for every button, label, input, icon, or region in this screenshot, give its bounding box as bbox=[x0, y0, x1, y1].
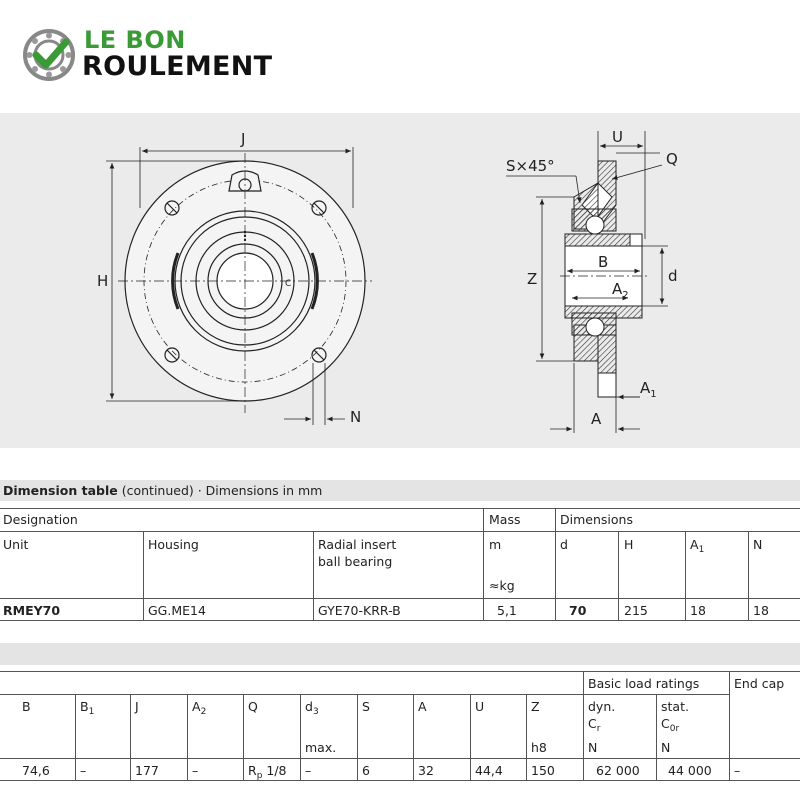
header-d3: $d_3$ bbox=[305, 699, 319, 717]
header-Z: Z bbox=[531, 699, 540, 714]
header-designation: Designation bbox=[3, 512, 78, 527]
side-section-view bbox=[560, 161, 650, 397]
header-d: d bbox=[560, 537, 568, 552]
header-dyn-N: N bbox=[588, 740, 598, 755]
header-B: B bbox=[22, 699, 31, 714]
cell-endcap: – bbox=[734, 763, 741, 778]
label-Z: Z bbox=[527, 270, 538, 288]
header-A2: $A_2$ bbox=[192, 699, 207, 717]
header-dyn: dyn. bbox=[588, 699, 616, 714]
bearing-check-icon bbox=[22, 28, 76, 82]
label-J: J bbox=[241, 130, 246, 148]
cell-C0r: 44 000 bbox=[668, 763, 712, 778]
cell-unit: RMEY70 bbox=[3, 603, 61, 618]
cell-B1: – bbox=[80, 763, 87, 778]
cell-d: 70 bbox=[569, 603, 587, 618]
cell-H: 215 bbox=[624, 603, 648, 618]
cell-Z: 150 bbox=[531, 763, 555, 778]
label-S: S×45° bbox=[506, 157, 555, 175]
header-A: A bbox=[418, 699, 427, 714]
header-C0r: $C_{0r}$ bbox=[661, 716, 680, 734]
label-Q: Q bbox=[666, 150, 678, 168]
label-B: B bbox=[598, 253, 609, 271]
technical-drawing bbox=[0, 113, 800, 448]
header-A1: $A_1$ bbox=[690, 537, 705, 555]
table-title: Dimension table (continued) · Dimensions in mm bbox=[3, 483, 323, 498]
brand-line-2: ROULEMENT bbox=[82, 51, 273, 82]
cell-U: 44,4 bbox=[475, 763, 503, 778]
header-unit: Unit bbox=[3, 537, 29, 552]
cell-Cr: 62 000 bbox=[596, 763, 640, 778]
header-d3-max: max. bbox=[305, 740, 337, 755]
cell-J: 177 bbox=[135, 763, 159, 778]
table-title-bar bbox=[0, 480, 800, 501]
header-U: U bbox=[475, 699, 485, 714]
front-view bbox=[118, 153, 372, 413]
header-load-ratings: Basic load ratings bbox=[588, 676, 700, 691]
cell-A2: – bbox=[192, 763, 199, 778]
label-H: H bbox=[97, 272, 109, 290]
svg-text:C: C bbox=[285, 279, 292, 289]
header-insert-2: ball bearing bbox=[318, 554, 393, 569]
header-mass-kg: ≈kg bbox=[489, 578, 515, 593]
cell-housing: GG.ME14 bbox=[148, 603, 206, 618]
label-A2: $A_2$ bbox=[612, 280, 629, 301]
header-stat-N: N bbox=[661, 740, 671, 755]
cell-Q: $R_p$ 1/8 bbox=[248, 763, 287, 781]
header-S: S bbox=[362, 699, 370, 714]
header-stat: stat. bbox=[661, 699, 689, 714]
cell-A1: 18 bbox=[690, 603, 706, 618]
label-A1: $A_1$ bbox=[640, 379, 657, 400]
label-U: U bbox=[612, 128, 623, 146]
header-Z-h8: h8 bbox=[531, 740, 547, 755]
header-housing: Housing bbox=[148, 537, 199, 552]
cell-N: 18 bbox=[753, 603, 769, 618]
drawing-svg bbox=[0, 113, 800, 448]
header-Q: Q bbox=[248, 699, 258, 714]
cell-mass: 5,1 bbox=[497, 603, 517, 618]
header-mass: Mass bbox=[489, 512, 521, 527]
header-Cr: $C_r$ bbox=[588, 716, 601, 734]
header-H: H bbox=[624, 537, 634, 552]
header-B1: $B_1$ bbox=[80, 699, 95, 717]
brand-line-1: LE BON bbox=[84, 26, 186, 54]
table-separator bbox=[0, 643, 800, 665]
cell-B: 74,6 bbox=[22, 763, 50, 778]
header-N: N bbox=[753, 537, 763, 552]
label-N: N bbox=[350, 408, 362, 426]
cell-insert: GYE70-KRR-B bbox=[318, 603, 401, 618]
header-dimensions: Dimensions bbox=[560, 512, 633, 527]
cell-S: 6 bbox=[362, 763, 370, 778]
header-end-cap: End cap bbox=[734, 676, 785, 691]
header-mass-m: m bbox=[489, 537, 502, 552]
label-A: A bbox=[591, 410, 602, 428]
brand-logo bbox=[22, 26, 302, 84]
header-insert-1: Radial insert bbox=[318, 537, 397, 552]
cell-d3: – bbox=[305, 763, 312, 778]
label-d: d bbox=[668, 267, 678, 285]
header-J: J bbox=[135, 699, 139, 714]
cell-A: 32 bbox=[418, 763, 434, 778]
